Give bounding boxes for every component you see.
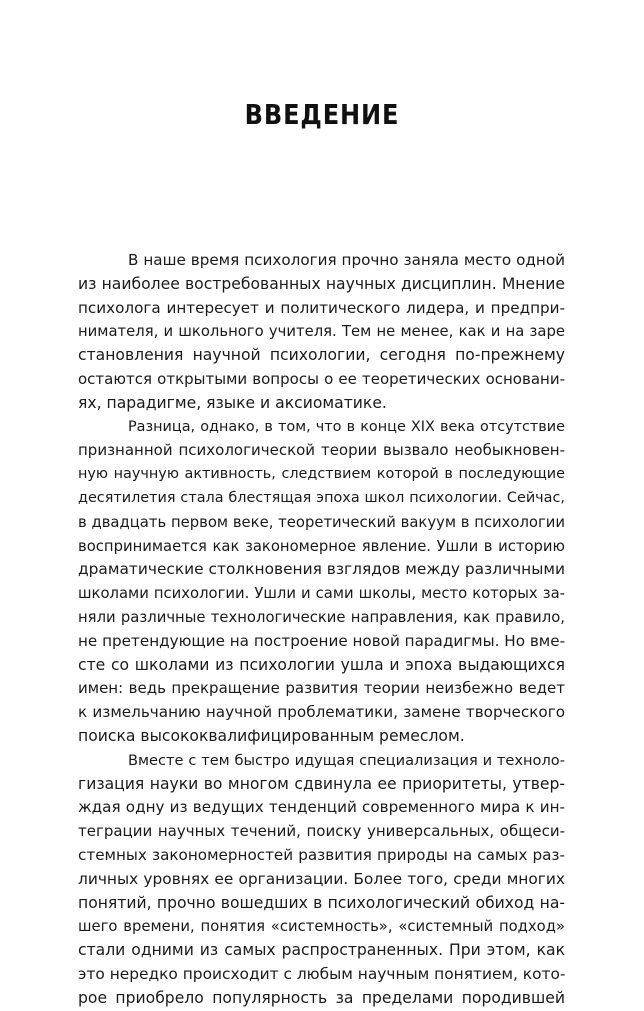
- text-line: остаются открытыми вопросы о ее теоретических основани-: [78, 369, 565, 388]
- text-line: это нередко происходит с любым научным понятием, кото-: [78, 964, 566, 983]
- text-line: становления научной психологии, сегодня по-прежнему: [78, 346, 565, 365]
- text-line: ях, парадигме, языке и аксиоматике.: [78, 393, 387, 412]
- text-line: стали одними из самых распространенных. При этом, как: [78, 941, 565, 960]
- text-line: не претендующие на построение новой парадигмы. Но вме-: [78, 631, 566, 650]
- text-line: Разница, однако, в том, что в конце XIX века отсутствие: [128, 418, 565, 435]
- text-line: личных уровнях ее организации. Более того, среди многих: [78, 869, 565, 888]
- text-line: признанной психологической теории вызвало необыкновен-: [78, 441, 565, 460]
- text-line: поиска высококвалифицированным ремеслом.: [78, 726, 465, 745]
- text-line: в двадцать первом веке, теоретический вакуум в психологии: [78, 513, 565, 531]
- text-line: ную научную активность, следствием которой в последующие: [78, 466, 565, 483]
- text-line: шего времени, понятия «системность», «системный подход»: [78, 918, 565, 936]
- chapter-title: ВВЕДЕНИЕ: [244, 98, 400, 131]
- text-line: няли различные технологические направления, как правило,: [78, 608, 565, 626]
- text-line: В наше время психология прочно заняла место одной: [128, 251, 565, 269]
- text-line: психолога интересует и политического лидера, и предпри-: [78, 298, 565, 317]
- text-line: имен: ведь прекращение развития теории неизбежно ведет: [78, 679, 565, 698]
- text-line: десятилетия стала блестящая эпоха школ психологии. Сейчас,: [78, 489, 565, 506]
- text-line: к измельчанию научной проблематики, замене творческого: [78, 703, 565, 722]
- text-line: из наиболее востребованных научных дисциплин. Мнение: [78, 274, 565, 293]
- text-line: школами психологии. Ушли и сами школы, место которых за-: [78, 585, 565, 603]
- text-line: сте со школами из психологии ушла и эпоха выдающихся: [78, 655, 565, 674]
- text-line: стемных закономерностей развития природы на самых раз-: [78, 845, 565, 864]
- text-line: рое приобрело популярность за пределами породившей: [78, 988, 565, 1007]
- text-line: драматические столкновения взглядов между различными: [78, 560, 565, 579]
- text-line: теграции научных течений, поиску универсальных, общеси-: [78, 822, 565, 841]
- text-line: ждая одну из ведущих тенденций современного мира к ин-: [78, 798, 565, 817]
- text-line: воспринимается как закономерное явление. Ушли в историю: [78, 537, 565, 555]
- text-line: нимателя, и школьного учителя. Тем не менее, как и на заре: [78, 323, 565, 341]
- body-text: [78, 249, 565, 1011]
- text-line: Вместе с тем быстро идущая специализация и техноло-: [128, 751, 565, 769]
- text-line: понятий, прочно вошедших в психологический обиход на-: [78, 893, 565, 912]
- text-line: гизация науки во многом сдвинула ее приоритеты, утвер-: [78, 774, 565, 793]
